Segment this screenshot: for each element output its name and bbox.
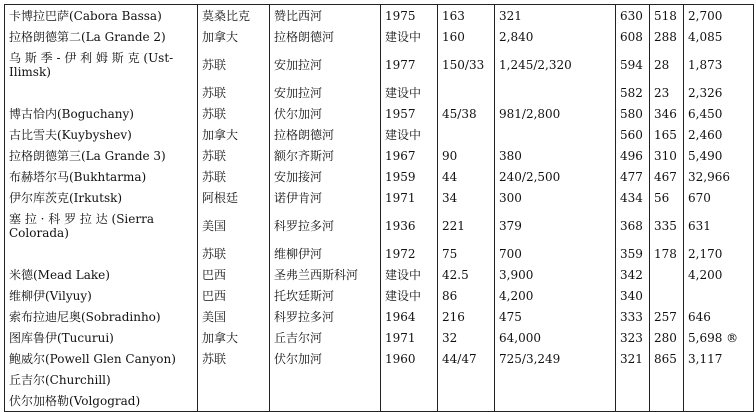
- value-cell-5: 4,085: [684, 26, 754, 47]
- year-cell: 1960: [381, 348, 438, 369]
- value-cell-3: 368: [616, 208, 650, 243]
- value-cell-3: 434: [616, 187, 650, 208]
- reservoir-name-cell: [5, 187, 198, 208]
- river-cell: 伏尔加河: [270, 103, 381, 124]
- reservoir-name-line: 拉格朗德第二(La Grande 2): [9, 29, 166, 44]
- reservoir-name-line: 维柳伊(Vilyuy): [9, 288, 92, 303]
- table-row: [5, 243, 754, 264]
- reservoir-name-cell: [5, 390, 198, 412]
- value-cell-5: 631: [684, 208, 754, 243]
- table-row: [5, 208, 754, 243]
- value-cell-1: 32: [438, 327, 495, 348]
- value-cell-5: 6,450: [684, 103, 754, 124]
- value-cell-3: [616, 369, 650, 390]
- value-cell-3: 340: [616, 285, 650, 306]
- value-cell-1: 44: [438, 166, 495, 187]
- value-cell-3: 477: [616, 166, 650, 187]
- value-cell-2: [495, 124, 616, 145]
- reservoir-name-cell: [5, 208, 198, 243]
- river-cell: 丘吉尔河: [270, 327, 381, 348]
- value-cell-1: [438, 82, 495, 103]
- country-cell: [198, 390, 270, 412]
- reservoir-name-cell: [5, 285, 198, 306]
- table-row: [5, 327, 754, 348]
- value-cell-2: 700: [495, 243, 616, 264]
- reservoir-name-line: 博古恰内(Boguchany): [9, 106, 134, 121]
- reservoir-name-line: 鲍威尔(Powell Glen Canyon): [9, 351, 176, 366]
- river-cell: [270, 369, 381, 390]
- table-row: [5, 26, 754, 47]
- value-cell-1: 45/38: [438, 103, 495, 124]
- year-cell: 建设中: [381, 82, 438, 103]
- value-cell-5: 646: [684, 306, 754, 327]
- year-cell: 1975: [381, 5, 438, 27]
- value-cell-4: 518: [650, 5, 684, 27]
- table-row: [5, 348, 754, 369]
- value-cell-2: 725/3,249: [495, 348, 616, 369]
- value-cell-4: 335: [650, 208, 684, 243]
- value-cell-2: 240/2,500: [495, 166, 616, 187]
- value-cell-1: 150/33: [438, 47, 495, 82]
- river-cell: 额尔齐斯河: [270, 145, 381, 166]
- value-cell-2: 321: [495, 5, 616, 27]
- river-cell: 圣弗兰西斯科河: [270, 264, 381, 285]
- value-cell-5: [684, 285, 754, 306]
- value-cell-2: 2,840: [495, 26, 616, 47]
- value-cell-3: 321: [616, 348, 650, 369]
- country-cell: 美国: [198, 306, 270, 327]
- year-cell: 建设中: [381, 285, 438, 306]
- reservoir-name-cell: [5, 264, 198, 285]
- value-cell-4: 288: [650, 26, 684, 47]
- value-cell-5: 1,873: [684, 47, 754, 82]
- value-cell-3: 560: [616, 124, 650, 145]
- river-cell: [270, 390, 381, 412]
- year-cell: 1936: [381, 208, 438, 243]
- value-cell-3: 333: [616, 306, 650, 327]
- value-cell-1: 44/47: [438, 348, 495, 369]
- value-cell-3: 323: [616, 327, 650, 348]
- value-cell-1: 163: [438, 5, 495, 27]
- country-cell: 阿根廷: [198, 187, 270, 208]
- river-cell: 拉格朗德河: [270, 124, 381, 145]
- value-cell-4: [650, 264, 684, 285]
- value-cell-4: 346: [650, 103, 684, 124]
- value-cell-4: [650, 369, 684, 390]
- reservoir-name-line: 拉格朗德第三(La Grande 3): [9, 148, 166, 163]
- river-cell: 诺伊肯河: [270, 187, 381, 208]
- year-cell: 1959: [381, 166, 438, 187]
- year-cell: 1971: [381, 187, 438, 208]
- river-cell: 科罗拉多河: [270, 306, 381, 327]
- value-cell-1: 34: [438, 187, 495, 208]
- table-row: [5, 5, 754, 27]
- reservoir-name-cell: [5, 103, 198, 124]
- river-cell: 维柳伊河: [270, 243, 381, 264]
- value-cell-5: 5,698 ®: [684, 327, 754, 348]
- table-row: [5, 166, 754, 187]
- table-row: [5, 82, 754, 103]
- value-cell-3: 342: [616, 264, 650, 285]
- value-cell-5: 2,326: [684, 82, 754, 103]
- year-cell: 1957: [381, 103, 438, 124]
- value-cell-1: 90: [438, 145, 495, 166]
- value-cell-5: 2,170: [684, 243, 754, 264]
- value-cell-2: 3,900: [495, 264, 616, 285]
- value-cell-4: [650, 285, 684, 306]
- value-cell-4: 178: [650, 243, 684, 264]
- year-cell: 建设中: [381, 264, 438, 285]
- value-cell-1: 216: [438, 306, 495, 327]
- table-row: [5, 285, 754, 306]
- river-cell: 安加拉河: [270, 47, 381, 82]
- value-cell-5: 2,460: [684, 124, 754, 145]
- reservoir-name-cell: [5, 306, 198, 327]
- river-cell: 拉格朗德河: [270, 26, 381, 47]
- reservoir-name-line: 乌 斯 季 - 伊 利 姆 斯 克 (Ust-: [9, 50, 174, 65]
- country-cell: 苏联: [198, 103, 270, 124]
- reservoir-name-line: Colorada): [9, 225, 69, 240]
- value-cell-5: 3,117: [684, 348, 754, 369]
- river-cell: 托坎廷斯河: [270, 285, 381, 306]
- value-cell-1: 221: [438, 208, 495, 243]
- reservoir-table: [4, 4, 754, 412]
- table-row: [5, 390, 754, 412]
- value-cell-5: 5,490: [684, 145, 754, 166]
- reservoir-name-cell: [5, 166, 198, 187]
- country-cell: 苏联: [198, 166, 270, 187]
- value-cell-2: 300: [495, 187, 616, 208]
- value-cell-2: 379: [495, 208, 616, 243]
- country-cell: 加拿大: [198, 26, 270, 47]
- country-cell: 苏联: [198, 348, 270, 369]
- country-cell: 加拿大: [198, 124, 270, 145]
- value-cell-1: 160: [438, 26, 495, 47]
- value-cell-3: 630: [616, 5, 650, 27]
- reservoir-name-line: 卡博拉巴萨(Cabora Bassa): [9, 8, 162, 23]
- value-cell-4: 28: [650, 47, 684, 82]
- value-cell-2: [495, 390, 616, 412]
- value-cell-5: 2,700: [684, 5, 754, 27]
- country-cell: 加拿大: [198, 327, 270, 348]
- reservoir-name-line: 图库鲁伊(Tucurui): [9, 330, 114, 345]
- value-cell-3: 594: [616, 47, 650, 82]
- year-cell: 1964: [381, 306, 438, 327]
- reservoir-name-cell: [5, 369, 198, 390]
- value-cell-4: 56: [650, 187, 684, 208]
- country-cell: 苏联: [198, 82, 270, 103]
- value-cell-3: 496: [616, 145, 650, 166]
- year-cell: 1972: [381, 243, 438, 264]
- country-cell: 苏联: [198, 243, 270, 264]
- table-row: [5, 369, 754, 390]
- river-cell: 赞比西河: [270, 5, 381, 27]
- reservoir-name-cell: [5, 82, 198, 103]
- reservoir-name-cell: [5, 327, 198, 348]
- value-cell-5: 4,200: [684, 264, 754, 285]
- value-cell-3: 608: [616, 26, 650, 47]
- reservoir-name-line: Ilimsk): [9, 64, 51, 79]
- value-cell-1: [438, 369, 495, 390]
- value-cell-5: 670: [684, 187, 754, 208]
- table-row: [5, 145, 754, 166]
- value-cell-1: [438, 390, 495, 412]
- country-cell: [198, 369, 270, 390]
- river-cell: 安加拉河: [270, 82, 381, 103]
- value-cell-4: [650, 390, 684, 412]
- value-cell-4: 467: [650, 166, 684, 187]
- table-row: [5, 103, 754, 124]
- reservoir-name-line: 伊尔库茨克(Irkutsk): [9, 190, 123, 205]
- reservoir-name-line: 布赫塔尔马(Bukhtarma): [9, 169, 147, 184]
- value-cell-4: 310: [650, 145, 684, 166]
- value-cell-5: 32,966: [684, 166, 754, 187]
- value-cell-3: [616, 390, 650, 412]
- country-cell: 莫桑比克: [198, 5, 270, 27]
- value-cell-2: 1,245/2,320: [495, 47, 616, 82]
- value-cell-4: 23: [650, 82, 684, 103]
- reservoir-name-cell: [5, 26, 198, 47]
- year-cell: 建设中: [381, 124, 438, 145]
- table-row: [5, 306, 754, 327]
- value-cell-4: 165: [650, 124, 684, 145]
- reservoir-name-line: 塞 拉 · 科 罗 拉 达 (Sierra: [9, 211, 154, 226]
- country-cell: 苏联: [198, 145, 270, 166]
- value-cell-2: 380: [495, 145, 616, 166]
- value-cell-3: 580: [616, 103, 650, 124]
- table-row: [5, 264, 754, 285]
- value-cell-2: 4,200: [495, 285, 616, 306]
- river-cell: 科罗拉多河: [270, 208, 381, 243]
- value-cell-5: [684, 369, 754, 390]
- country-cell: 美国: [198, 208, 270, 243]
- reservoir-name-line: 伏尔加格勒(Volgograd): [9, 393, 141, 408]
- value-cell-1: [438, 124, 495, 145]
- reservoir-name-cell: [5, 124, 198, 145]
- reservoir-name-cell: [5, 145, 198, 166]
- value-cell-2: 475: [495, 306, 616, 327]
- river-cell: 伏尔加河: [270, 348, 381, 369]
- reservoir-name-line: 丘吉尔(Churchill): [9, 372, 111, 387]
- value-cell-2: 981/2,800: [495, 103, 616, 124]
- value-cell-4: 257: [650, 306, 684, 327]
- river-cell: 安加接河: [270, 166, 381, 187]
- year-cell: [381, 390, 438, 412]
- value-cell-1: 42.5: [438, 264, 495, 285]
- year-cell: 1977: [381, 47, 438, 82]
- year-cell: 1971: [381, 327, 438, 348]
- table-row: [5, 47, 754, 82]
- value-cell-1: 75: [438, 243, 495, 264]
- value-cell-3: 359: [616, 243, 650, 264]
- reservoir-name-line: 古比雪夫(Kuybyshev): [9, 127, 132, 142]
- year-cell: [381, 369, 438, 390]
- country-cell: 巴西: [198, 264, 270, 285]
- table-row: [5, 124, 754, 145]
- year-cell: 1967: [381, 145, 438, 166]
- reservoir-name-cell: [5, 5, 198, 27]
- value-cell-3: 582: [616, 82, 650, 103]
- value-cell-5: [684, 390, 754, 412]
- reservoir-name-line: 索布拉迪尼奥(Sobradinho): [9, 309, 161, 324]
- reservoir-name-cell: [5, 348, 198, 369]
- table-row: [5, 187, 754, 208]
- value-cell-4: 865: [650, 348, 684, 369]
- value-cell-2: 64,000: [495, 327, 616, 348]
- country-cell: 苏联: [198, 47, 270, 82]
- reservoir-name-line: 米德(Mead Lake): [9, 267, 110, 282]
- value-cell-1: 86: [438, 285, 495, 306]
- value-cell-2: [495, 82, 616, 103]
- year-cell: 建设中: [381, 26, 438, 47]
- reservoir-name-cell: [5, 243, 198, 264]
- country-cell: 巴西: [198, 285, 270, 306]
- value-cell-4: 280: [650, 327, 684, 348]
- reservoir-name-cell: [5, 47, 198, 82]
- value-cell-2: [495, 369, 616, 390]
